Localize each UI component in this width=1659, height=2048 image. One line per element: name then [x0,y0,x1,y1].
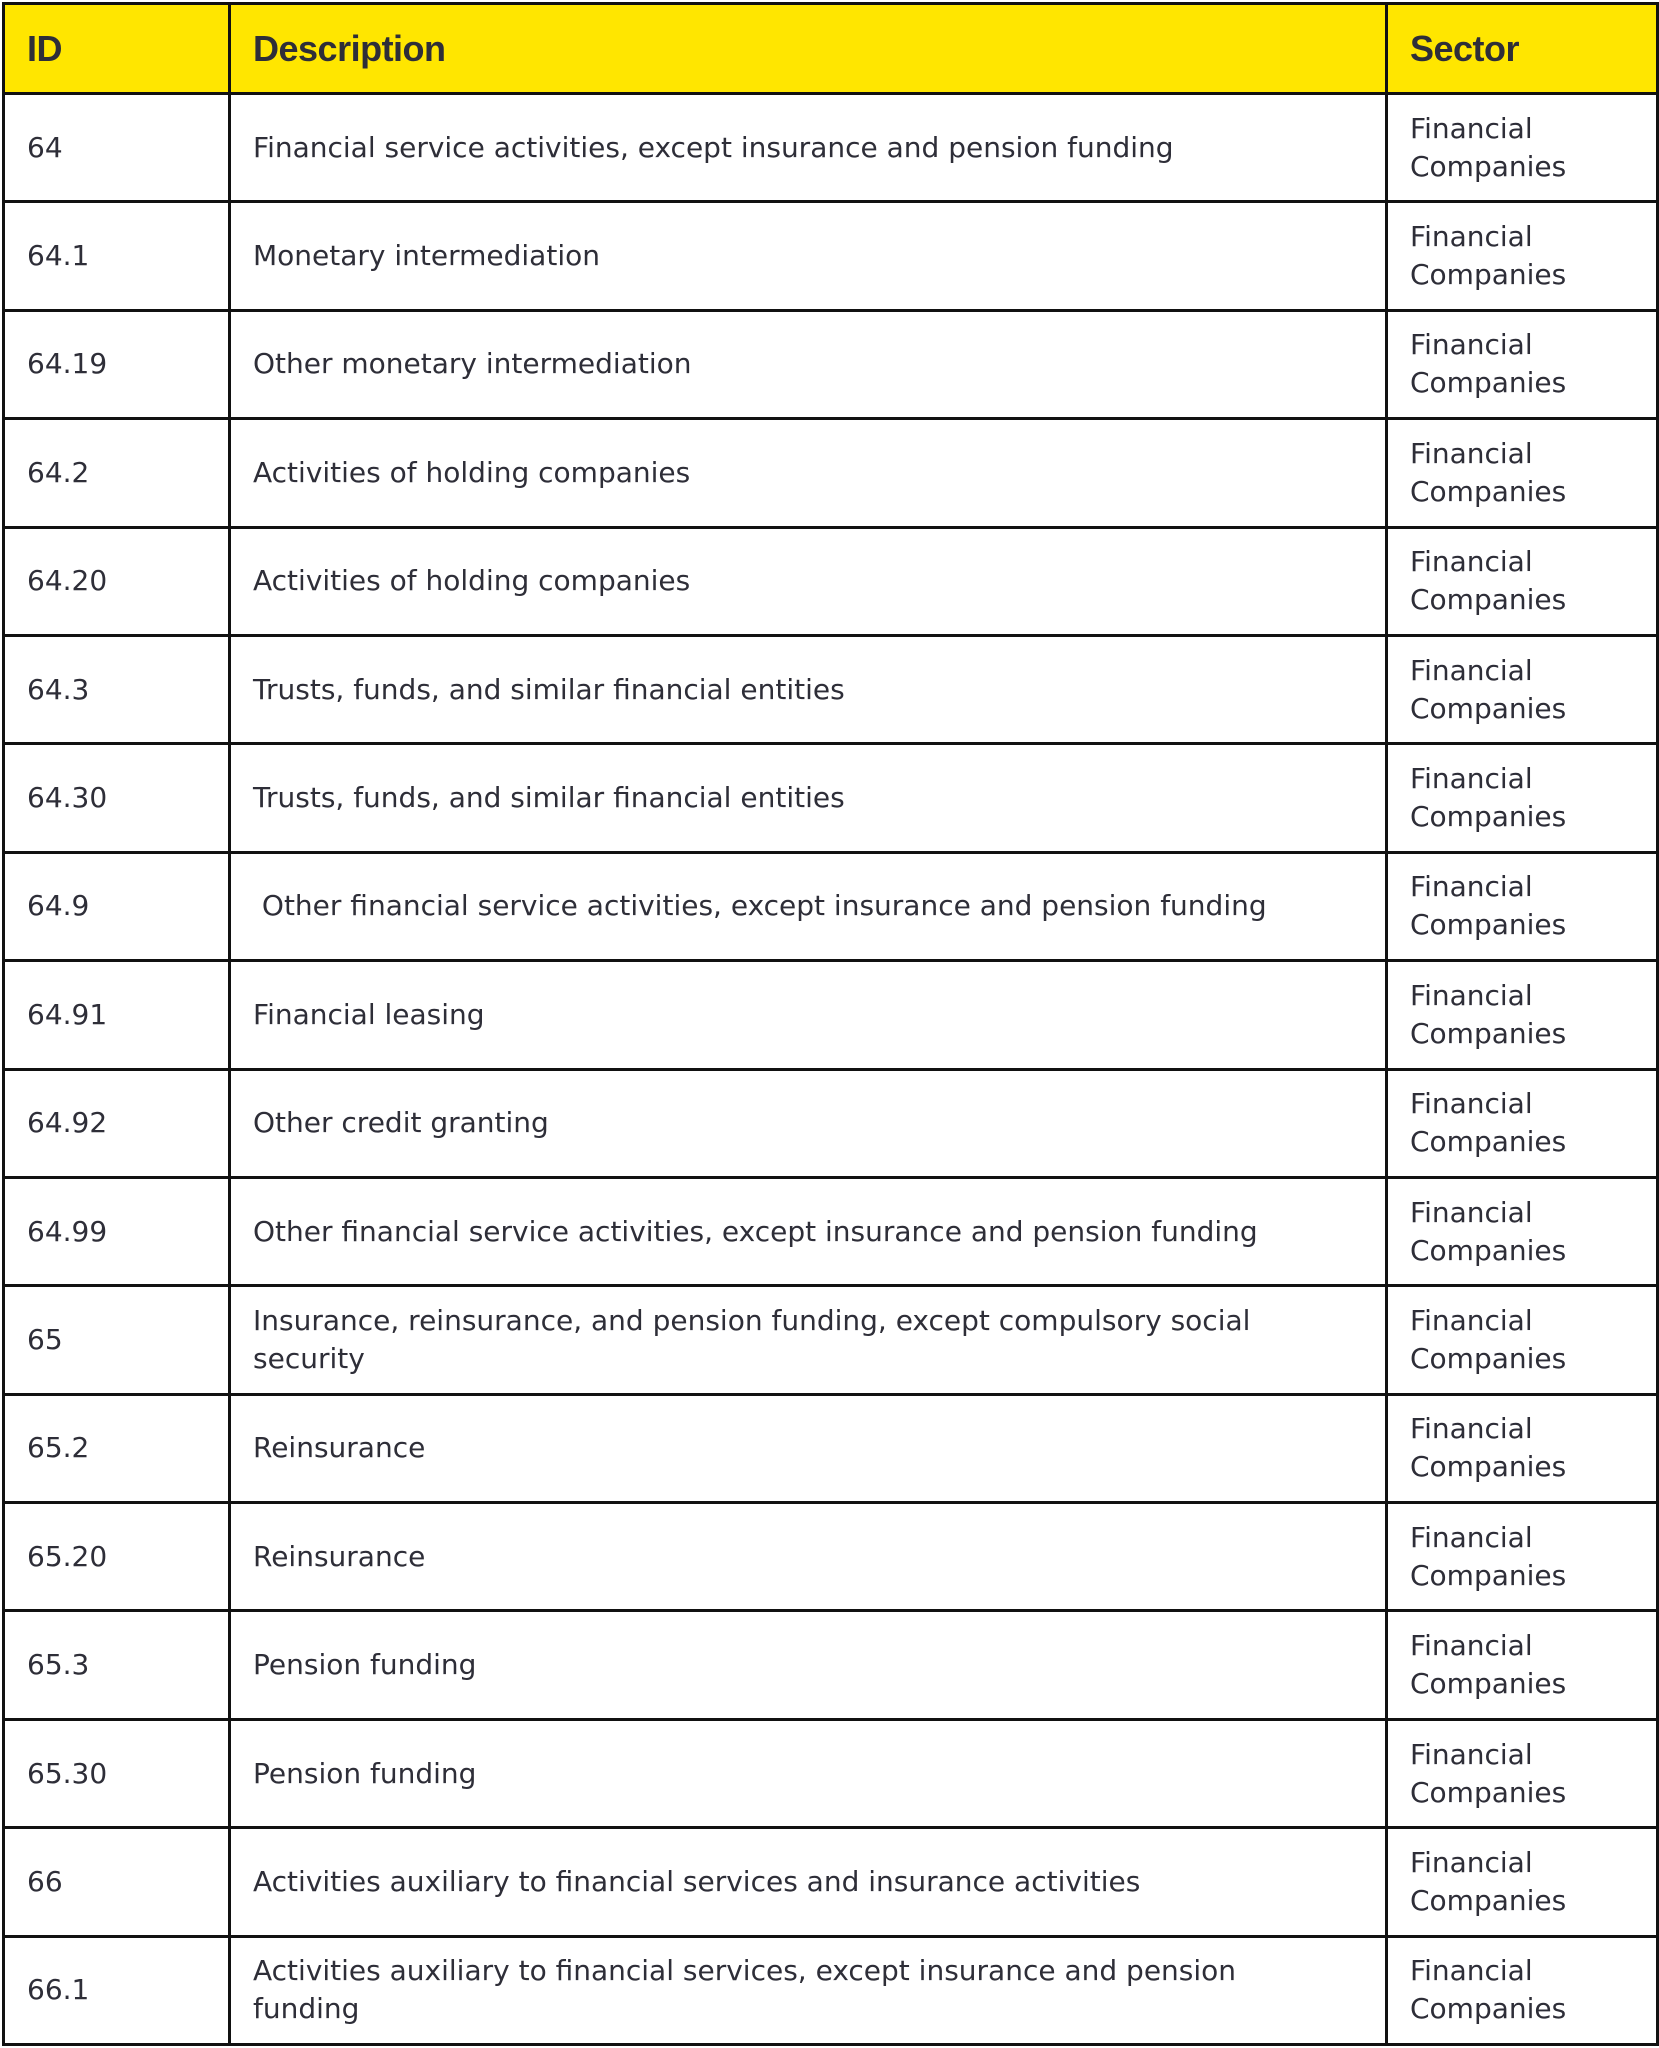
table-row [4,635,1658,743]
cell-sector [1387,419,1658,527]
cell-description: Financial service activities, except insurance and pension funding [230,94,1387,202]
column-header-id: ID [4,4,230,94]
cell-sector [1387,1286,1658,1394]
cell-id: 64.3 [4,635,230,743]
cell-description: Monetary intermediation [230,202,1387,310]
cell-sector [1387,1394,1658,1502]
sector-line-1: Financial [1410,1954,1533,1988]
cell-id: 64.1 [4,202,230,310]
sector-line-2: Companies [1410,1992,1567,2026]
cell-id: 65.30 [4,1719,230,1827]
cell-description: Activities auxiliary to financial services and insurance activities [230,1828,1387,1936]
cell-description: Other financial service activities, except insurance and pension funding [230,1177,1387,1285]
cell-id: 64.9 [4,852,230,960]
table-row [4,1719,1658,1827]
cell-id: 65.3 [4,1611,230,1719]
sector-line-1: Financial [1410,545,1533,579]
sector-line-2: Companies [1410,1558,1567,1592]
cell-description: Pension funding [230,1719,1387,1827]
cell-id: 66.1 [4,1936,230,2044]
sector-line-1: Financial [1410,111,1533,145]
cell-sector [1387,744,1658,852]
table-row [4,961,1658,1069]
sector-line-1: Financial [1410,1303,1533,1337]
sector-classification-table [2,2,1659,2046]
cell-id: 64.91 [4,961,230,1069]
column-header-description: Description [230,4,1387,94]
cell-description: Insurance, reinsurance, and pension funding, except compulsory social security [230,1286,1387,1394]
sector-line-2: Companies [1410,908,1567,942]
cell-id: 65 [4,1286,230,1394]
sector-line-2: Companies [1410,1667,1567,1701]
cell-sector [1387,1069,1658,1177]
cell-id: 64.30 [4,744,230,852]
cell-sector [1387,852,1658,960]
sector-line-1: Financial [1410,328,1533,362]
cell-description: Activities auxiliary to financial services, except insurance and pension funding [230,1936,1387,2044]
table-row [4,419,1658,527]
sector-line-1: Financial [1410,1629,1533,1663]
sector-line-2: Companies [1410,1450,1567,1484]
sector-line-1: Financial [1410,1520,1533,1554]
cell-description: Activities of holding companies [230,527,1387,635]
cell-description: Other credit granting [230,1069,1387,1177]
cell-id: 65.2 [4,1394,230,1502]
sector-line-1: Financial [1410,1737,1533,1771]
sector-line-1: Financial [1410,220,1533,254]
cell-id: 64.20 [4,527,230,635]
cell-id: 64.19 [4,310,230,418]
sector-line-2: Companies [1410,691,1567,725]
sector-line-2: Companies [1410,474,1567,508]
cell-id: 65.20 [4,1503,230,1611]
sector-line-1: Financial [1410,1087,1533,1121]
cell-description: Reinsurance [230,1394,1387,1502]
table-row [4,94,1658,202]
table-row [4,852,1658,960]
table-row [4,1177,1658,1285]
table-row [4,1936,1658,2044]
cell-sector [1387,1828,1658,1936]
cell-description: Other monetary intermediation [230,310,1387,418]
cell-sector [1387,310,1658,418]
cell-sector [1387,94,1658,202]
cell-sector [1387,1719,1658,1827]
sector-line-2: Companies [1410,366,1567,400]
sector-line-1: Financial [1410,978,1533,1012]
cell-description: Reinsurance [230,1503,1387,1611]
sector-line-1: Financial [1410,870,1533,904]
cell-id: 64.2 [4,419,230,527]
sector-line-1: Financial [1410,436,1533,470]
table-row [4,527,1658,635]
cell-sector [1387,527,1658,635]
sector-line-2: Companies [1410,149,1567,183]
column-header-sector: Sector [1387,4,1658,94]
table-row [4,310,1658,418]
sector-line-1: Financial [1410,1412,1533,1446]
table-row [4,202,1658,310]
cell-sector [1387,961,1658,1069]
sector-line-1: Financial [1410,653,1533,687]
cell-id: 64 [4,94,230,202]
sector-line-2: Companies [1410,1775,1567,1809]
cell-description: Financial leasing [230,961,1387,1069]
sector-line-1: Financial [1410,1195,1533,1229]
table-body [4,94,1658,2045]
table-row [4,1286,1658,1394]
cell-id: 64.99 [4,1177,230,1285]
table-row [4,1611,1658,1719]
sector-line-1: Financial [1410,762,1533,796]
sector-line-2: Companies [1410,1125,1567,1159]
cell-description: Trusts, funds, and similar financial entities [230,635,1387,743]
header-row [4,4,1658,94]
sector-line-2: Companies [1410,1883,1567,1917]
cell-sector [1387,1177,1658,1285]
cell-id: 64.92 [4,1069,230,1177]
cell-id: 66 [4,1828,230,1936]
table-header [4,4,1658,94]
sector-line-2: Companies [1410,1341,1567,1375]
sector-line-2: Companies [1410,1233,1567,1267]
cell-sector [1387,635,1658,743]
sector-line-1: Financial [1410,1845,1533,1879]
cell-description: Trusts, funds, and similar financial entities [230,744,1387,852]
sector-line-2: Companies [1410,800,1567,834]
table-row [4,1069,1658,1177]
table-row [4,1828,1658,1936]
cell-sector [1387,1503,1658,1611]
cell-description: Activities of holding companies [230,419,1387,527]
cell-sector [1387,1611,1658,1719]
cell-description: Pension funding [230,1611,1387,1719]
cell-sector [1387,202,1658,310]
cell-sector [1387,1936,1658,2044]
table-row [4,744,1658,852]
table-row [4,1394,1658,1502]
table-row [4,1503,1658,1611]
sector-line-2: Companies [1410,258,1567,292]
cell-description: Other financial service activities, except insurance and pension funding [230,852,1387,960]
sector-line-2: Companies [1410,1016,1567,1050]
sector-line-2: Companies [1410,583,1567,617]
